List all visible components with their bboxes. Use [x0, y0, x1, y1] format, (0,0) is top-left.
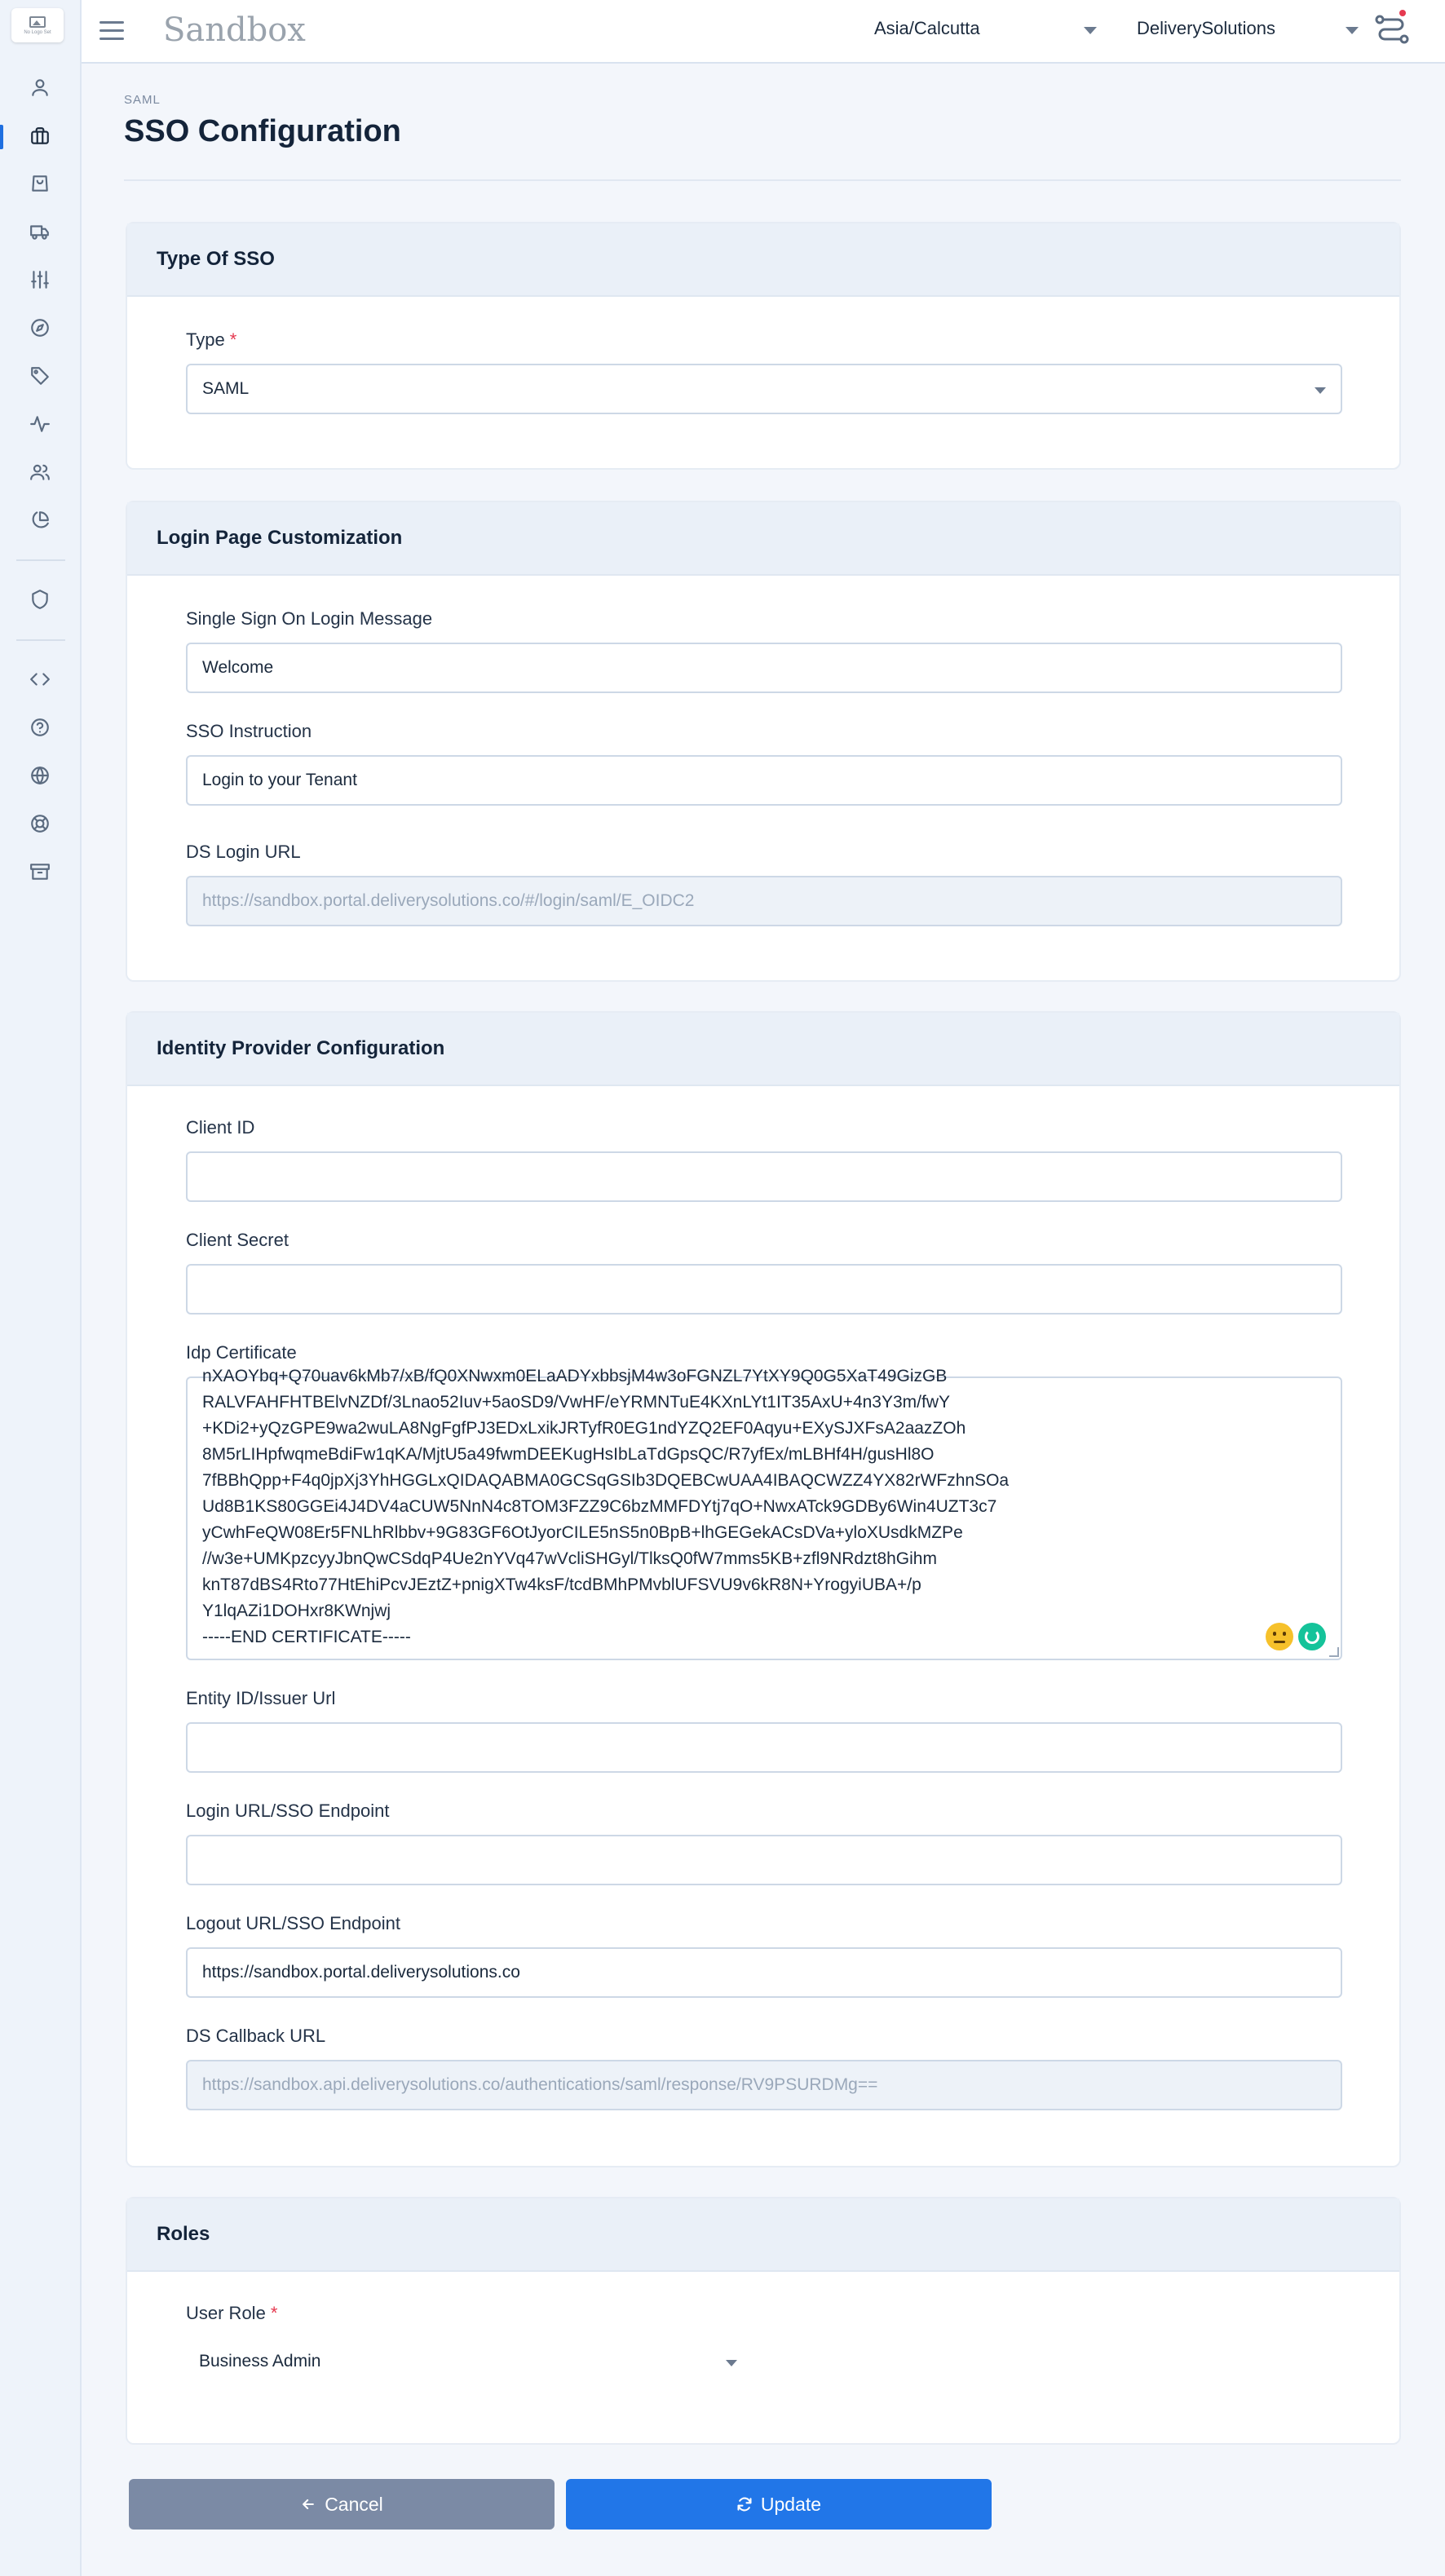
section-heading: Roles	[127, 2198, 1399, 2272]
idp-certificate-label: Idp Certificate	[186, 1342, 297, 1363]
update-button[interactable]	[566, 2479, 992, 2530]
sso-type-select[interactable]	[186, 364, 1342, 414]
login-customization-card	[126, 501, 1401, 982]
truck-icon[interactable]	[26, 218, 54, 245]
login-message-label: Single Sign On Login Message	[186, 608, 433, 629]
help-circle-icon[interactable]	[26, 714, 54, 741]
chevron-down-icon[interactable]	[1084, 27, 1097, 34]
logo-text: No Logo Set	[24, 29, 51, 35]
login-message-input[interactable]: Welcome	[186, 643, 1342, 693]
shield-icon[interactable]	[26, 585, 54, 613]
section-heading: Identity Provider Configuration	[127, 1013, 1399, 1086]
idp-certificate-value: nXAOYbq+Q70uav6kMb7/xB/fQ0XNwxm0ELaADYxbbsjM4w3oFGNZL7YtXY9Q0G5XaT49GizGB RALVFAHFHTBElvNZDf/3Lnao52Iuv+5aoSD9/VwHF/eYRMNTuE4KXnLYt1IT35AxU+4n3Y3m/fwY +KDi2+yQzGPE9wa2wuLA8NgFgfPJ3EDxLxikJRTyfR0EG1ndYZQ2EF0Aqyu+EXySJXFsA2aazZOh 8M5rLIHpfwqmeBdiFw1qKA/MjtU5a49fwmDEEKugHsIbLaTdGpsQC/R7yfEx/mLBHf4H/gusHl8O 7fBBhQpp+F4q0jpXj3YhHGGLxQIDAQABMA0GCSqGSIb3DQEBCwUAA4IBAQCWZZ4YX82rWFzhnSOa Ud8B1KS80GGEi4J4DV4aCUW5NnN4c8TOM3FZZ9C6bzMMFDYtj7qO+NwxATck9GDBy6Win4UZT3c7 yCwhFeQW08Er5FNLhRlbbv+9G83GF6OtJyorCILE5nS5n0BpB+lhGEGekACsDVa+yloXUsdkMZPe //w3e+UMKpzcyyJbnQwCSdqP4Ue2nYVq47wVcliSHGyl/TlksQ0fW7mms5KB+zfl9NRdzt8hGihm knT87dBS4Rto77HtEhiPcvJEztZ+pnigXTw4ksF/tcdBMhPMvblUFSVU9v6kR8N+YrogyiUBA+/p Y1lqAZi1DOHxr8KWnjwj -----END CERTIFICATE-----	[202, 1367, 1010, 1646]
cancel-label: Cancel	[325, 2493, 383, 2515]
ds-callback-url-field: https://sandbox.api.deliverysolutions.co/authentications/saml/response/RV9PSURDMg==	[186, 2060, 1342, 2110]
refresh-icon	[736, 2496, 753, 2512]
sidebar-divider	[16, 559, 65, 561]
image-placeholder-icon	[29, 16, 46, 28]
sliders-icon[interactable]	[26, 266, 54, 294]
chevron-down-icon[interactable]	[1346, 27, 1359, 34]
grammarly-icon[interactable]	[1298, 1623, 1326, 1650]
top-bar	[82, 0, 1445, 64]
section-heading: Type Of SSO	[127, 223, 1399, 297]
divider	[124, 179, 1401, 181]
globe-icon[interactable]	[26, 762, 54, 789]
required-marker: *	[229, 329, 237, 350]
roles-card	[126, 2197, 1401, 2445]
users-icon[interactable]	[26, 458, 54, 486]
emoji-icon[interactable]	[1266, 1623, 1293, 1650]
page-title: SSO Configuration	[124, 114, 401, 148]
chevron-down-icon[interactable]	[726, 2360, 737, 2366]
sidebar	[0, 0, 82, 2576]
entity-id-label: Entity ID/Issuer Url	[186, 1688, 336, 1708]
sidebar-divider	[16, 639, 65, 641]
breadcrumb: SAML	[124, 93, 161, 107]
sso-instruction-label: SSO Instruction	[186, 721, 312, 741]
client-id-input[interactable]	[186, 1151, 1342, 1202]
ds-callback-url-label: DS Callback URL	[186, 2026, 326, 2046]
required-marker: *	[270, 2303, 278, 2323]
section-heading: Login Page Customization	[127, 502, 1399, 576]
update-label: Update	[760, 2493, 822, 2515]
activity-icon[interactable]	[26, 410, 54, 438]
route-icon[interactable]	[1372, 8, 1412, 49]
company-logo[interactable]	[11, 8, 64, 42]
timezone-select[interactable]: Asia/Calcutta	[874, 18, 980, 38]
type-label: Type *	[186, 329, 237, 350]
user-role-label: User Role *	[186, 2303, 278, 2323]
logout-url-label: Logout URL/SSO Endpoint	[186, 1913, 400, 1933]
chevron-down-icon	[1315, 387, 1326, 394]
identity-provider-card	[126, 1011, 1401, 2167]
sso-type-value: SAML	[202, 379, 250, 398]
brand-name: Sandbox	[163, 11, 306, 49]
menu-icon[interactable]	[99, 21, 124, 41]
client-secret-input[interactable]	[186, 1264, 1342, 1315]
sidebar-active-indicator	[0, 125, 3, 149]
pie-chart-icon[interactable]	[26, 506, 54, 534]
organization-select[interactable]: DeliverySolutions	[1137, 18, 1275, 38]
type-of-sso-card	[126, 222, 1401, 470]
arrow-left-icon	[300, 2496, 316, 2512]
sso-instruction-input[interactable]: Login to your Tenant	[186, 755, 1342, 806]
logout-url-input[interactable]: https://sandbox.portal.deliverysolutions.co	[186, 1947, 1342, 1998]
life-buoy-icon[interactable]	[26, 810, 54, 837]
cancel-button[interactable]	[129, 2479, 555, 2530]
compass-icon[interactable]	[26, 314, 54, 342]
login-url-label: Login URL/SSO Endpoint	[186, 1801, 390, 1821]
tag-icon[interactable]	[26, 362, 54, 390]
login-url-input[interactable]	[186, 1835, 1342, 1885]
resize-handle[interactable]	[1329, 1647, 1339, 1657]
idp-certificate-textarea[interactable]	[186, 1367, 1342, 1660]
entity-id-input[interactable]	[186, 1722, 1342, 1773]
briefcase-icon[interactable]	[26, 122, 54, 150]
ds-login-url-label: DS Login URL	[186, 842, 301, 862]
shopping-bag-icon[interactable]	[26, 170, 54, 197]
user-icon[interactable]	[26, 73, 54, 101]
client-secret-label: Client Secret	[186, 1230, 289, 1250]
client-id-label: Client ID	[186, 1117, 255, 1138]
user-role-select[interactable]: Business Admin	[199, 2352, 321, 2371]
archive-icon[interactable]	[26, 858, 54, 886]
ds-login-url-field: https://sandbox.portal.deliverysolutions.co/#/login/saml/E_OIDC2	[186, 876, 1342, 926]
code-icon[interactable]	[26, 665, 54, 693]
